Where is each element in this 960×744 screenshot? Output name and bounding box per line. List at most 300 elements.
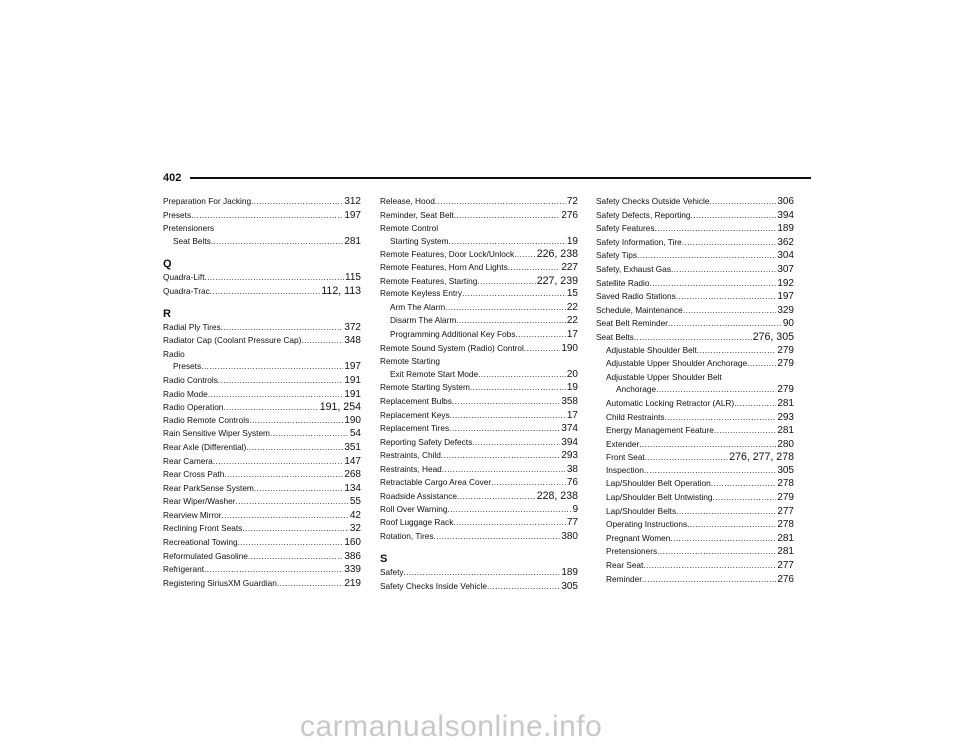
dot-leader bbox=[747, 357, 776, 370]
index-term: Safety Checks Inside Vehicle bbox=[380, 581, 487, 592]
dot-leader bbox=[462, 287, 566, 300]
index-page-reference: 276 bbox=[561, 209, 578, 221]
dot-leader bbox=[238, 536, 344, 549]
dot-leader bbox=[456, 314, 566, 327]
index-page-reference: 77 bbox=[566, 517, 578, 529]
index-term: Front Seat bbox=[606, 452, 645, 463]
index-entry bbox=[596, 505, 794, 519]
index-entry bbox=[596, 304, 794, 318]
dot-leader bbox=[650, 277, 777, 290]
index-entry bbox=[596, 222, 794, 236]
index-entry bbox=[596, 477, 794, 491]
index-page-reference: 192 bbox=[777, 277, 794, 289]
dot-leader bbox=[711, 477, 777, 490]
index-page-reference: 20 bbox=[566, 368, 578, 380]
dot-leader bbox=[447, 503, 571, 516]
index-term: Safety Features bbox=[596, 223, 655, 234]
index-section-letter: R bbox=[163, 307, 171, 320]
index-page-reference: 277 bbox=[777, 505, 794, 517]
index-page-reference: 115 bbox=[345, 272, 361, 284]
dot-leader bbox=[714, 424, 776, 437]
index-term: Adjustable Upper Shoulder Belt bbox=[606, 371, 722, 382]
index-page-reference: 293 bbox=[561, 450, 578, 462]
dot-leader bbox=[472, 436, 560, 449]
index-page-reference: 55 bbox=[349, 496, 361, 508]
index-term: Rain Sensitive Wiper System bbox=[163, 428, 270, 439]
index-page-reference: 374 bbox=[561, 423, 578, 435]
index-entry bbox=[596, 438, 794, 452]
index-entry bbox=[596, 331, 794, 344]
dot-leader bbox=[478, 368, 566, 381]
dot-leader bbox=[224, 468, 343, 481]
dot-leader bbox=[634, 331, 752, 344]
index-section-letter: Q bbox=[163, 258, 172, 271]
index-term: Safety Defects, Reporting bbox=[596, 209, 691, 220]
dot-leader bbox=[508, 261, 561, 274]
index-term: Radio bbox=[163, 348, 185, 359]
index-page-reference: 304 bbox=[777, 250, 794, 262]
index-entry bbox=[163, 374, 361, 388]
index-entry bbox=[380, 287, 578, 301]
index-page-reference: 42 bbox=[349, 509, 361, 521]
dot-leader bbox=[277, 577, 343, 590]
dot-leader bbox=[236, 495, 349, 508]
dot-leader bbox=[642, 573, 776, 586]
index-term: Remote Sound System (Radio) Control bbox=[380, 342, 524, 353]
index-entry bbox=[163, 427, 361, 441]
index-entry bbox=[596, 532, 794, 546]
index-entry bbox=[596, 573, 794, 587]
index-entry bbox=[596, 491, 794, 505]
index-page-reference: 72 bbox=[566, 196, 578, 207]
index-term: Roll Over Warning bbox=[380, 503, 448, 514]
index-term: Radio Mode bbox=[163, 388, 208, 399]
dot-leader bbox=[246, 441, 343, 454]
index-entry bbox=[380, 248, 578, 261]
index-term: Preparation For Jacking bbox=[163, 196, 252, 206]
index-entry-heading bbox=[163, 222, 361, 235]
index-page-reference: 76 bbox=[566, 477, 578, 489]
index-term: Safety, Exhaust Gas bbox=[596, 263, 672, 274]
dot-leader bbox=[671, 263, 776, 276]
index-term: Roadside Assistance bbox=[380, 491, 458, 502]
index-term: Radiator Cap (Coolant Pressure Cap) bbox=[163, 335, 302, 346]
index-term: Arm The Alarm bbox=[390, 301, 446, 312]
index-page-reference: 278 bbox=[777, 519, 794, 531]
index-term: Reformulated Gasoline bbox=[163, 550, 248, 561]
index-entry bbox=[163, 209, 361, 223]
dot-leader bbox=[656, 383, 776, 396]
dot-leader bbox=[645, 451, 728, 464]
dot-leader bbox=[734, 397, 776, 410]
dot-leader bbox=[709, 195, 776, 208]
index-page-reference: 226, 238 bbox=[536, 248, 578, 261]
index-term: Presets bbox=[173, 361, 202, 372]
dot-leader bbox=[668, 317, 782, 330]
index-page-reference: 189 bbox=[777, 223, 794, 235]
dot-leader bbox=[657, 545, 776, 558]
index-entry bbox=[163, 455, 361, 469]
index-term: Radio Operation bbox=[163, 402, 224, 413]
index-entry bbox=[380, 503, 578, 517]
index-entry bbox=[163, 360, 361, 374]
dot-leader bbox=[449, 235, 566, 248]
index-page-reference: 362 bbox=[777, 236, 794, 248]
dot-leader bbox=[201, 360, 343, 373]
index-entry bbox=[163, 235, 361, 249]
index-entry bbox=[380, 209, 578, 223]
index-column-2 bbox=[380, 195, 578, 594]
index-page-reference: 276 bbox=[777, 573, 794, 585]
index-page-reference: 329 bbox=[777, 304, 794, 316]
index-page-reference: 276, 305 bbox=[752, 330, 794, 343]
index-column-3 bbox=[596, 195, 794, 586]
index-entry-heading bbox=[380, 355, 578, 368]
index-term: Registering SiriusXM Guardian bbox=[163, 577, 277, 588]
index-page-reference: 281 bbox=[344, 235, 361, 247]
index-term: Rear ParkSense System bbox=[163, 482, 254, 493]
index-entry bbox=[163, 482, 361, 496]
index-page-reference: 190 bbox=[561, 342, 578, 354]
index-term: Reclining Front Seats bbox=[163, 523, 243, 534]
index-page-reference: 394 bbox=[777, 209, 794, 221]
index-entry bbox=[163, 495, 361, 509]
index-term: Inspection bbox=[606, 464, 644, 475]
index-entry bbox=[163, 577, 361, 591]
dot-leader bbox=[434, 530, 561, 543]
index-page-reference: 277 bbox=[777, 560, 794, 572]
dot-leader bbox=[242, 522, 349, 535]
page-header bbox=[163, 171, 811, 185]
dot-leader bbox=[205, 271, 345, 284]
dot-leader bbox=[470, 381, 566, 394]
index-entry bbox=[380, 261, 578, 275]
index-entry bbox=[380, 409, 578, 423]
index-term: Automatic Locking Retractor (ALR) bbox=[606, 397, 735, 408]
dot-leader bbox=[643, 559, 776, 572]
dot-leader bbox=[644, 464, 776, 477]
index-entry bbox=[380, 530, 578, 544]
dot-leader bbox=[218, 374, 343, 387]
index-term: Quadra-Lift bbox=[163, 272, 205, 283]
index-term: Rear Seat bbox=[606, 560, 644, 571]
index-entry bbox=[163, 271, 361, 285]
index-term: Replacement Keys bbox=[380, 409, 450, 420]
index-term: Rear Camera bbox=[163, 455, 213, 466]
index-page-reference: 32 bbox=[349, 523, 361, 535]
index-page-reference: 348 bbox=[344, 335, 361, 347]
dot-leader bbox=[210, 285, 321, 298]
index-entry bbox=[596, 277, 794, 291]
dot-leader bbox=[221, 321, 344, 334]
index-page-reference: 189 bbox=[561, 567, 578, 579]
index-page-reference: 372 bbox=[344, 321, 361, 333]
index-term: Rear Axle (Differential) bbox=[163, 441, 247, 452]
dot-leader bbox=[213, 455, 344, 468]
index-entry bbox=[596, 451, 794, 464]
dot-leader bbox=[477, 275, 535, 288]
index-page-reference: 278 bbox=[777, 478, 794, 490]
index-page-reference: 190 bbox=[344, 414, 361, 426]
dot-leader bbox=[676, 290, 777, 303]
dot-leader bbox=[665, 411, 777, 424]
index-entry bbox=[596, 209, 794, 223]
dot-leader bbox=[453, 516, 566, 529]
index-page-reference: 22 bbox=[566, 301, 578, 313]
dot-leader bbox=[208, 388, 344, 401]
index-page-reference: 268 bbox=[344, 469, 361, 481]
index-term: Rotation, Tires bbox=[380, 530, 434, 541]
index-entry bbox=[596, 424, 794, 438]
index-entry bbox=[596, 195, 794, 209]
index-term: Remote Features, Horn And Lights bbox=[380, 261, 508, 272]
index-term: Retractable Cargo Area Cover bbox=[380, 477, 492, 488]
dot-leader bbox=[676, 505, 776, 518]
index-entry bbox=[380, 422, 578, 436]
index-page-reference: 281 bbox=[777, 546, 794, 558]
index-page-reference: 197 bbox=[344, 361, 361, 373]
dot-leader bbox=[222, 509, 349, 522]
index-term: Refrigerant bbox=[163, 564, 205, 575]
dot-leader bbox=[248, 550, 343, 563]
index-entry-heading bbox=[380, 222, 578, 235]
index-entry bbox=[380, 476, 578, 490]
index-term: Starting System bbox=[390, 235, 449, 246]
index-page-reference: 112, 113 bbox=[321, 284, 361, 297]
index-term: Radial Ply Tires bbox=[163, 321, 221, 332]
index-page-reference: 386 bbox=[344, 550, 361, 562]
index-entry bbox=[380, 342, 578, 356]
index-page-reference: 17 bbox=[566, 328, 578, 340]
index-term: Anchorage bbox=[616, 384, 657, 395]
index-page-reference: 19 bbox=[566, 382, 578, 394]
index-entry bbox=[163, 334, 361, 348]
index-term: Disarm The Alarm bbox=[390, 315, 457, 326]
index-page-reference: 339 bbox=[344, 564, 361, 576]
page-number: 402 bbox=[163, 172, 182, 184]
dot-leader bbox=[270, 427, 349, 440]
index-term: Safety Checks Outside Vehicle bbox=[596, 196, 710, 206]
dot-leader bbox=[691, 209, 777, 222]
index-page-reference: 197 bbox=[777, 291, 794, 303]
index-term: Reporting Safety Defects bbox=[380, 436, 473, 447]
index-entry bbox=[380, 395, 578, 409]
index-page-reference: 394 bbox=[561, 436, 578, 448]
index-entry bbox=[380, 566, 578, 580]
index-entry bbox=[596, 249, 794, 263]
index-entry bbox=[380, 516, 578, 530]
index-term: Radio Remote Controls bbox=[163, 414, 250, 425]
dot-leader bbox=[487, 580, 560, 593]
index-entry bbox=[596, 518, 794, 532]
index-page-reference: 306 bbox=[777, 196, 794, 207]
index-entry bbox=[163, 401, 361, 414]
index-entry bbox=[596, 236, 794, 250]
index-term: Satellite Radio bbox=[596, 277, 650, 288]
index-entry bbox=[596, 263, 794, 277]
dot-leader bbox=[445, 301, 566, 314]
index-page-reference: 280 bbox=[777, 438, 794, 450]
index-entry bbox=[380, 490, 578, 503]
index-term: Remote Keyless Entry bbox=[380, 288, 463, 299]
index-entry bbox=[380, 314, 578, 328]
index-term: Remote Features, Door Lock/Unlock bbox=[380, 249, 515, 260]
index-term: Operating Instructions bbox=[606, 519, 688, 530]
index-term: Release, Hood bbox=[380, 196, 435, 206]
index-page-reference: 293 bbox=[777, 411, 794, 423]
index-page-reference: 312 bbox=[344, 196, 361, 207]
index-term: Remote Starting bbox=[380, 356, 440, 367]
index-entry bbox=[596, 559, 794, 573]
header-rule bbox=[190, 177, 811, 179]
index-entry bbox=[380, 195, 578, 209]
index-term: Reminder bbox=[606, 573, 642, 584]
index-term: Replacement Bulbs bbox=[380, 395, 452, 406]
index-page-reference: 219 bbox=[344, 577, 361, 589]
index-page-reference: 134 bbox=[344, 482, 361, 494]
index-term: Seat Belts bbox=[173, 235, 211, 246]
dot-leader bbox=[204, 563, 343, 576]
index-page-reference: 380 bbox=[561, 530, 578, 542]
index-term: Adjustable Shoulder Belt bbox=[606, 344, 697, 355]
index-entry bbox=[380, 328, 578, 342]
index-page-reference: 307 bbox=[777, 263, 794, 275]
dot-leader bbox=[457, 490, 536, 503]
index-term: Lap/Shoulder Belts bbox=[606, 505, 677, 516]
index-column-1 bbox=[163, 195, 361, 590]
dot-leader bbox=[452, 395, 560, 408]
index-page-reference: 15 bbox=[566, 288, 578, 300]
index-term: Rear Cross Path bbox=[163, 469, 225, 480]
index-page-reference: 351 bbox=[344, 441, 361, 453]
dot-leader bbox=[301, 334, 343, 347]
index-entry bbox=[596, 397, 794, 411]
index-entry bbox=[380, 368, 578, 382]
dot-leader bbox=[682, 236, 777, 249]
index-term: Programming Additional Key Fobs bbox=[390, 328, 516, 339]
index-term: Recreational Towing bbox=[163, 537, 238, 548]
dot-leader bbox=[254, 482, 343, 495]
index-entry bbox=[596, 317, 794, 331]
index-page-reference: 305 bbox=[777, 464, 794, 476]
dot-leader bbox=[454, 209, 561, 222]
watermark: carmanualsonline.info bbox=[300, 710, 603, 743]
index-page-reference: 276, 277, 278 bbox=[729, 451, 794, 464]
index-page-reference: 281 bbox=[777, 532, 794, 544]
index-page-reference: 281 bbox=[777, 397, 794, 409]
index-term: Seat Belt Reminder bbox=[596, 318, 668, 329]
index-term: Pregnant Women bbox=[606, 532, 671, 543]
index-term: Remote Control bbox=[380, 223, 439, 234]
index-entry-heading bbox=[163, 348, 361, 361]
index-entry bbox=[163, 536, 361, 550]
index-entry bbox=[163, 441, 361, 455]
index-term: Reminder, Seat Belt bbox=[380, 209, 454, 220]
index-entry bbox=[380, 580, 578, 594]
index-term: Quadra-Trac bbox=[163, 285, 210, 296]
index-term: Lap/Shoulder Belt Operation bbox=[606, 478, 711, 489]
index-page-reference: 38 bbox=[566, 463, 578, 475]
index-entry bbox=[596, 411, 794, 425]
index-entry bbox=[380, 275, 578, 288]
index-term: Rear Wiper/Washer bbox=[163, 496, 236, 507]
index-term: Restraints, Child bbox=[380, 450, 441, 461]
index-page-reference: 279 bbox=[777, 492, 794, 504]
index-page-reference: 17 bbox=[566, 409, 578, 421]
dot-leader bbox=[450, 409, 566, 422]
index-term: Energy Management Feature bbox=[606, 425, 714, 436]
index-term: Replacement Tires bbox=[380, 423, 450, 434]
index-page-reference: 191 bbox=[344, 388, 361, 400]
dot-leader bbox=[637, 249, 776, 262]
index-section-letter: S bbox=[380, 553, 388, 566]
dot-leader bbox=[404, 566, 561, 579]
dot-leader bbox=[670, 532, 776, 545]
index-term: Radio Controls bbox=[163, 374, 218, 385]
dot-leader bbox=[211, 235, 343, 248]
index-entry bbox=[163, 522, 361, 536]
index-term: Child Restraints bbox=[606, 411, 665, 422]
index-page-reference: 279 bbox=[777, 358, 794, 370]
index-page-reference: 279 bbox=[777, 384, 794, 396]
index-entry bbox=[163, 550, 361, 564]
index-entry bbox=[596, 344, 794, 358]
index-page-reference: 279 bbox=[777, 344, 794, 356]
index-term: Restraints, Head bbox=[380, 463, 442, 474]
index-term: Schedule, Maintenance bbox=[596, 304, 683, 315]
dot-leader bbox=[441, 449, 560, 462]
index-page-reference: 227, 239 bbox=[536, 274, 578, 287]
dot-leader bbox=[249, 414, 343, 427]
index-entry bbox=[163, 468, 361, 482]
dot-leader bbox=[515, 328, 565, 341]
index-term: Remote Features, Starting bbox=[380, 275, 478, 286]
index-term: Safety Information, Tire bbox=[596, 236, 682, 247]
index-entry bbox=[380, 436, 578, 450]
index-page-reference: 281 bbox=[777, 425, 794, 437]
dot-leader bbox=[713, 491, 777, 504]
index-page-reference: 358 bbox=[561, 395, 578, 407]
index-term: Rearview Mirror bbox=[163, 509, 222, 520]
index-entry bbox=[163, 195, 361, 209]
index-entry-heading bbox=[596, 371, 794, 384]
index-page-reference: 228, 238 bbox=[536, 490, 578, 503]
index-entry bbox=[163, 285, 361, 298]
dot-leader bbox=[655, 222, 777, 235]
index-page-reference: 54 bbox=[349, 428, 361, 440]
index-page-reference: 227 bbox=[561, 261, 578, 273]
index-entry bbox=[596, 464, 794, 478]
dot-leader bbox=[683, 304, 777, 317]
index-page-reference: 305 bbox=[561, 581, 578, 593]
index-page-reference: 9 bbox=[572, 503, 578, 515]
index-term: Roof Luggage Rack bbox=[380, 517, 454, 528]
index-term: Pretensioners bbox=[606, 546, 658, 557]
dot-leader bbox=[191, 209, 343, 222]
index-entry bbox=[596, 357, 794, 371]
index-entry bbox=[163, 388, 361, 402]
index-term: Safety Tips bbox=[596, 250, 638, 261]
index-term: Presets bbox=[163, 209, 192, 220]
dot-leader bbox=[449, 422, 560, 435]
dot-leader bbox=[697, 344, 776, 357]
dot-leader bbox=[639, 438, 776, 451]
index-term: Exit Remote Start Mode bbox=[390, 368, 479, 379]
index-entry bbox=[380, 463, 578, 477]
index-page-reference: 90 bbox=[782, 318, 794, 330]
index-entry bbox=[163, 414, 361, 428]
index-entry bbox=[596, 545, 794, 559]
